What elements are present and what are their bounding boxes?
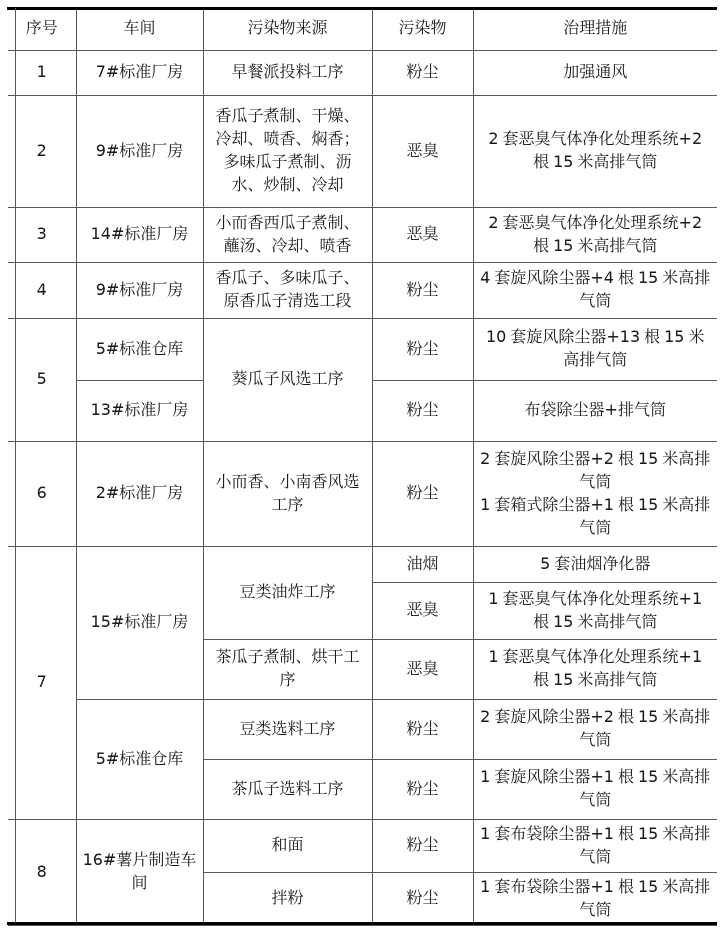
- cell-source: 茶瓜子煮制、烘干工序: [203, 639, 372, 699]
- header-row: [8, 8, 717, 50]
- cell-measure: 加强通风: [473, 50, 717, 95]
- cell-source: 茶瓜子选料工序: [203, 759, 372, 819]
- cell-pollutant: 粉尘: [372, 872, 473, 925]
- cell-pollutant: 恶臭: [372, 207, 473, 262]
- cell-workshop: 9#标准厂房: [76, 262, 203, 318]
- cell-measure: 1 套布袋除尘器+1 根 15 米高排气筒: [473, 819, 717, 872]
- col-header-pollutant: 污染物: [372, 8, 473, 50]
- cell-measure: 2 套恶臭气体净化处理系统+2 根 15 米高排气筒: [473, 95, 717, 207]
- cell-source: 豆类选料工序: [203, 699, 372, 759]
- cell-pollutant: 恶臭: [372, 95, 473, 207]
- cell-measure: 2 套旋风除尘器+2 根 15 米高排气筒: [473, 699, 717, 759]
- col-header-seq: 序号: [8, 8, 76, 50]
- cell-source: 早餐派投料工序: [203, 50, 372, 95]
- cell-workshop: 7#标准厂房: [76, 50, 203, 95]
- table-row: [8, 441, 717, 546]
- cell-seq: 1: [8, 50, 76, 95]
- cell-pollutant: 粉尘: [372, 262, 473, 318]
- cell-seq: 2: [8, 95, 76, 207]
- cell-workshop: 2#标准厂房: [76, 441, 203, 546]
- cell-workshop: 15#标准厂房: [76, 546, 203, 699]
- cell-source: 小而香、小南香风选工序: [203, 441, 372, 546]
- cell-pollutant: 粉尘: [372, 50, 473, 95]
- cell-source: 葵瓜子风选工序: [203, 318, 372, 441]
- table-row: [8, 207, 717, 262]
- cell-pollutant: 粉尘: [372, 759, 473, 819]
- cell-pollutant: 油烟: [372, 546, 473, 582]
- cell-measure: 10 套旋风除尘器+13 根 15 米高排气筒: [473, 318, 717, 380]
- col-header-source: 污染物来源: [203, 8, 372, 50]
- cell-source: 香瓜子煮制、干燥、冷却、喷香、焖香；多味瓜子煮制、沥水、炒制、冷却: [203, 95, 372, 207]
- cell-measure: 2 套恶臭气体净化处理系统+2 根 15 米高排气筒: [473, 207, 717, 262]
- table-bottom-border: [7, 922, 717, 925]
- cell-source: 豆类油炸工序: [203, 546, 372, 639]
- cell-pollutant: 粉尘: [372, 380, 473, 441]
- col-header-measure: 治理措施: [473, 8, 717, 50]
- table-body: [8, 50, 717, 925]
- measure-line: 1 套箱式除尘器+1 根 15 米高排气筒: [480, 496, 711, 537]
- cell-measure: 4 套旋风除尘器+4 根 15 米高排气筒: [473, 262, 717, 318]
- cell-measure: 1 套恶臭气体净化处理系统+1 根 15 米高排气筒: [473, 582, 717, 639]
- table-row: [8, 318, 717, 380]
- cell-pollutant: 恶臭: [372, 639, 473, 699]
- cell-measure: 1 套布袋除尘器+1 根 15 米高排气筒: [473, 872, 717, 925]
- cell-seq: 5: [8, 318, 76, 441]
- cell-measure: [473, 441, 717, 546]
- cell-source: 小而香西瓜子煮制、蘸汤、冷却、喷香: [203, 207, 372, 262]
- table-row: [8, 546, 717, 582]
- cell-measure: 1 套恶臭气体净化处理系统+1 根 15 米高排气筒: [473, 639, 717, 699]
- table-row: [8, 819, 717, 872]
- cell-workshop: 13#标准厂房: [76, 380, 203, 441]
- cell-pollutant: 粉尘: [372, 441, 473, 546]
- cell-measure: 5 套油烟净化器: [473, 546, 717, 582]
- cell-seq: 7: [8, 546, 76, 819]
- col-header-workshop: 车间: [76, 8, 203, 50]
- cell-source: 和面: [203, 819, 372, 872]
- table-top-border: [7, 7, 717, 10]
- cell-seq: 3: [8, 207, 76, 262]
- cell-workshop: 5#标准仓库: [76, 699, 203, 819]
- measure-line: 2 套旋风除尘器+2 根 15 米高排气筒: [480, 450, 711, 491]
- cell-pollutant: 恶臭: [372, 582, 473, 639]
- cell-pollutant: 粉尘: [372, 318, 473, 380]
- cell-workshop: 9#标准厂房: [76, 95, 203, 207]
- cell-source: 香瓜子、多味瓜子、原香瓜子清选工段: [203, 262, 372, 318]
- cell-seq: 8: [8, 819, 76, 925]
- table-row: [8, 50, 717, 95]
- table-left-border: [15, 8, 16, 923]
- cell-source: 拌粉: [203, 872, 372, 925]
- cell-workshop: 14#标准厂房: [76, 207, 203, 262]
- cell-measure: 1 套旋风除尘器+1 根 15 米高排气筒: [473, 759, 717, 819]
- table-row: [8, 95, 717, 207]
- cell-seq: 6: [8, 441, 76, 546]
- table-header: [8, 8, 717, 50]
- table-row: [8, 699, 717, 759]
- cell-workshop: 16#薯片制造车间: [76, 819, 203, 925]
- table-row: [8, 262, 717, 318]
- cell-pollutant: 粉尘: [372, 819, 473, 872]
- cell-workshop: 5#标准仓库: [76, 318, 203, 380]
- pollution-control-table: [8, 8, 717, 926]
- cell-seq: 4: [8, 262, 76, 318]
- cell-measure: 布袋除尘器+排气筒: [473, 380, 717, 441]
- cell-pollutant: 粉尘: [372, 699, 473, 759]
